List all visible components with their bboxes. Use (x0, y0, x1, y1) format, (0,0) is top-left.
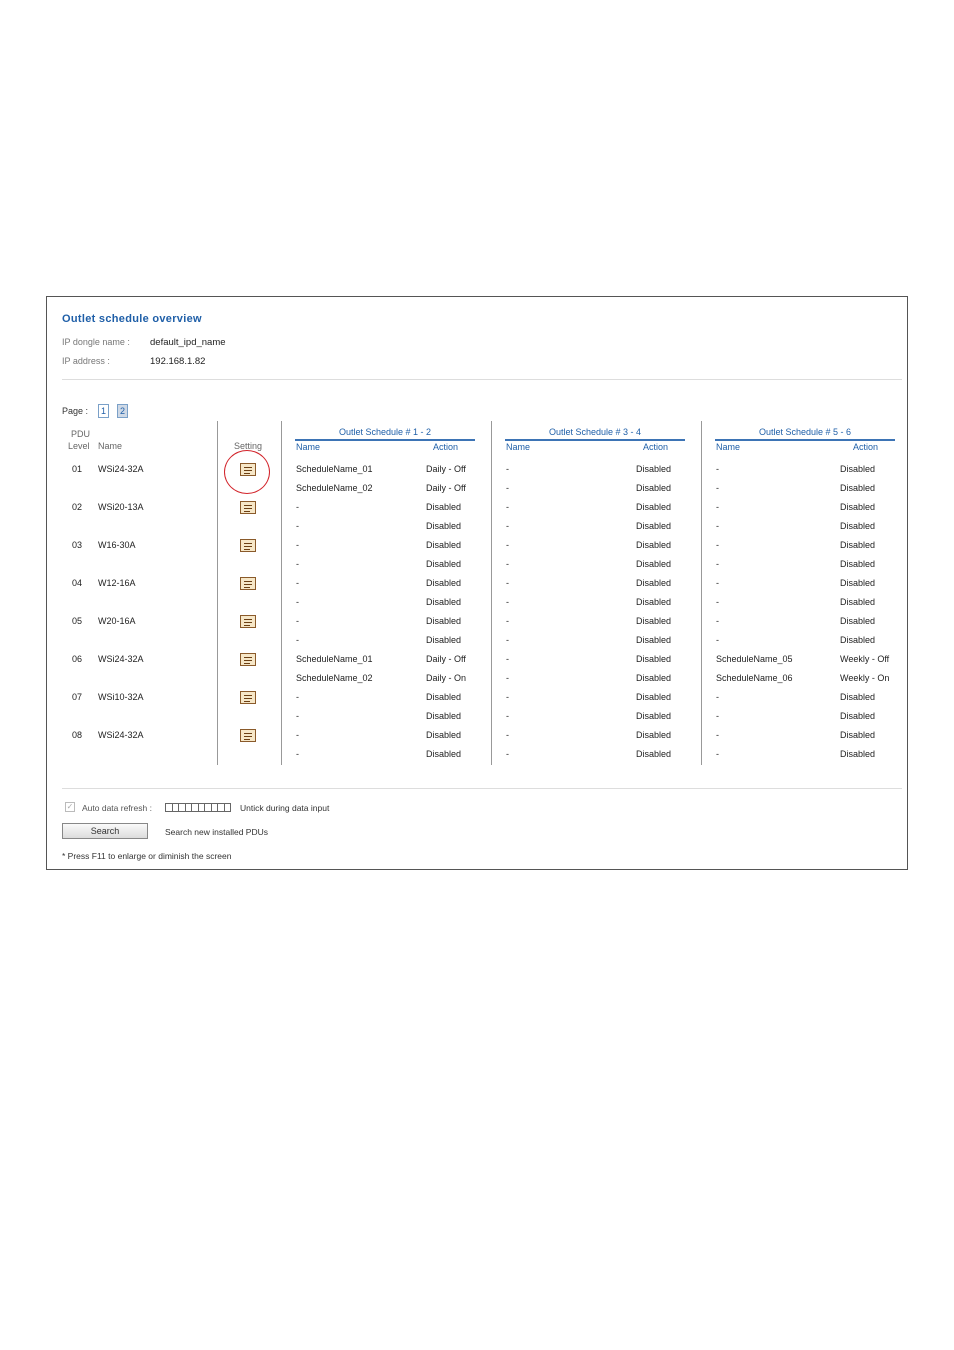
setting-icon[interactable] (240, 653, 256, 666)
pdu-level: 04 (72, 578, 83, 588)
schedule-action-cell: Disabled (840, 692, 876, 702)
schedule-action-cell: Disabled (636, 540, 672, 550)
schedule-name-cell: - (296, 730, 299, 740)
schedule-action-cell: Daily - Off (426, 464, 466, 474)
pdu-name: W16-30A (98, 540, 136, 550)
pdu-name: WSi24-32A (98, 654, 144, 664)
schedule-name-cell: - (506, 635, 509, 645)
schedule-name-cell: - (296, 540, 299, 550)
schedule-name-cell: - (716, 711, 719, 721)
schedule-name-cell: - (716, 635, 719, 645)
schedule-name-cell: - (716, 540, 719, 550)
schedule-action-cell: Disabled (426, 502, 462, 512)
schedule-action-cell: Disabled (840, 635, 876, 645)
schedule-name-cell: - (506, 559, 509, 569)
schedule-action-cell: Disabled (840, 749, 876, 759)
schedule-action-cell: Disabled (840, 730, 876, 740)
auto-refresh-label: Auto data refresh : (82, 803, 152, 813)
sub-action-header: Action (643, 442, 669, 452)
schedule-name-cell: ScheduleName_05 (716, 654, 793, 664)
schedule-name-cell: - (506, 464, 509, 474)
schedule-action-cell: Disabled (636, 635, 672, 645)
schedule-action-cell: Disabled (636, 559, 672, 569)
page-title: Outlet schedule overview (62, 313, 202, 325)
schedule-action-cell: Disabled (636, 654, 672, 664)
schedule-name-cell: - (296, 692, 299, 702)
group-header-5-6: Outlet Schedule # 5 - 6 (758, 427, 852, 437)
schedule-name-cell: - (716, 521, 719, 531)
schedule-action-cell: Disabled (636, 597, 672, 607)
setting-icon[interactable] (240, 577, 256, 590)
group-header-3-4: Outlet Schedule # 3 - 4 (548, 427, 642, 437)
schedule-name-cell: - (716, 730, 719, 740)
group-underline (505, 439, 685, 441)
schedule-name-cell: - (296, 616, 299, 626)
schedule-action-cell: Disabled (636, 749, 672, 759)
schedule-action-cell: Disabled (426, 749, 462, 759)
schedule-name-cell: - (506, 711, 509, 721)
schedule-name-cell: - (716, 483, 719, 493)
schedule-action-cell: Disabled (426, 597, 462, 607)
schedule-name-cell: - (296, 711, 299, 721)
schedule-action-cell: Disabled (840, 502, 876, 512)
pdu-name: WSi24-32A (98, 464, 144, 474)
schedule-name-cell: ScheduleName_02 (296, 483, 373, 493)
schedule-name-cell: - (506, 654, 509, 664)
auto-refresh-checkbox[interactable]: ✓ (66, 802, 74, 811)
schedule-action-cell: Disabled (426, 616, 462, 626)
sub-name-header: Name (296, 442, 321, 452)
search-note: Search new installed PDUs (165, 827, 268, 837)
pdu-header: PDU (71, 429, 91, 439)
schedule-name-cell: - (716, 559, 719, 569)
column-divider (281, 421, 282, 765)
group-underline (715, 439, 895, 441)
schedule-action-cell: Disabled (426, 540, 462, 550)
schedule-action-cell: Disabled (636, 521, 672, 531)
schedule-action-cell: Disabled (840, 616, 876, 626)
setting-icon[interactable] (240, 691, 256, 704)
schedule-name-cell: - (296, 502, 299, 512)
sub-name-header: Name (716, 442, 741, 452)
schedule-name-cell: - (296, 635, 299, 645)
schedule-action-cell: Disabled (426, 521, 462, 531)
schedule-name-cell: - (716, 464, 719, 474)
schedule-action-cell: Disabled (426, 578, 462, 588)
dongle-name-value: default_ipd_name (150, 337, 226, 348)
setting-icon[interactable] (240, 729, 256, 742)
dongle-name-label: IP dongle name : (62, 337, 130, 347)
pdu-level: 02 (72, 502, 83, 512)
f11-note: * Press F11 to enlarge or diminish the screen (62, 851, 232, 861)
schedule-name-cell: - (716, 749, 719, 759)
schedule-action-cell: Disabled (840, 578, 876, 588)
schedule-name-cell: - (296, 597, 299, 607)
sub-name-header: Name (506, 442, 531, 452)
schedule-action-cell: Disabled (840, 711, 876, 721)
group-underline (295, 439, 475, 441)
sub-action-header: Action (433, 442, 459, 452)
schedule-action-cell: Disabled (636, 730, 672, 740)
schedule-action-cell: Disabled (426, 692, 462, 702)
highlight-circle (224, 450, 270, 494)
pdu-level: 01 (72, 464, 83, 474)
schedule-name-cell: - (716, 616, 719, 626)
pdu-level: 08 (72, 730, 83, 740)
schedule-action-cell: Daily - On (426, 673, 467, 683)
schedule-name-cell: - (296, 559, 299, 569)
pdu-name: WSi10-32A (98, 692, 144, 702)
schedule-name-cell: ScheduleName_01 (296, 464, 373, 474)
setting-icon[interactable] (240, 539, 256, 552)
pdu-level: 03 (72, 540, 83, 550)
pdu-level: 06 (72, 654, 83, 664)
schedule-action-cell: Disabled (840, 483, 876, 493)
schedule-name-cell: ScheduleName_01 (296, 654, 373, 664)
schedule-action-cell: Disabled (636, 502, 672, 512)
refresh-progress (165, 803, 231, 812)
schedule-name-cell: - (506, 483, 509, 493)
schedule-action-cell: Disabled (636, 673, 672, 683)
group-header-1-2: Outlet Schedule # 1 - 2 (338, 427, 432, 437)
schedule-action-cell: Disabled (636, 692, 672, 702)
level-header: Level (68, 441, 90, 451)
setting-icon[interactable] (240, 501, 256, 514)
schedule-name-cell: - (506, 521, 509, 531)
schedule-name-cell: - (506, 749, 509, 759)
ip-address-value: 192.168.1.82 (150, 356, 206, 367)
divider (62, 788, 902, 789)
schedule-action-cell: Disabled (840, 559, 876, 569)
schedule-action-cell: Daily - Off (426, 654, 466, 664)
schedule-name-cell: - (296, 578, 299, 588)
schedule-action-cell: Disabled (840, 540, 876, 550)
schedule-action-cell: Disabled (636, 578, 672, 588)
schedule-name-cell: - (716, 578, 719, 588)
schedule-name-cell: ScheduleName_06 (716, 673, 793, 683)
column-divider (701, 421, 702, 765)
schedule-action-cell: Disabled (636, 464, 672, 474)
setting-icon[interactable] (240, 615, 256, 628)
schedule-name-cell: - (506, 692, 509, 702)
schedule-action-cell: Weekly - On (840, 673, 890, 683)
pdu-name: W12-16A (98, 578, 136, 588)
schedule-name-cell: - (716, 597, 719, 607)
column-divider (491, 421, 492, 765)
schedule-name-cell: - (506, 502, 509, 512)
column-divider (217, 421, 218, 765)
schedule-action-cell: Disabled (840, 597, 876, 607)
schedule-action-cell: Daily - Off (426, 483, 466, 493)
schedule-name-cell: ScheduleName_02 (296, 673, 373, 683)
ip-address-label: IP address : (62, 356, 110, 366)
page-button-1[interactable]: 1 (98, 404, 109, 418)
outlet-schedule-panel (46, 296, 908, 870)
schedule-name-cell: - (296, 749, 299, 759)
schedule-action-cell: Disabled (426, 711, 462, 721)
schedule-action-cell: Disabled (840, 521, 876, 531)
setting-header: Setting (234, 441, 263, 451)
sub-action-header: Action (853, 442, 879, 452)
pdu-name: WSi20-13A (98, 502, 144, 512)
schedule-name-cell: - (296, 521, 299, 531)
schedule-action-cell: Disabled (840, 464, 876, 474)
schedule-action-cell: Disabled (636, 711, 672, 721)
schedule-name-cell: - (506, 730, 509, 740)
schedule-action-cell: Disabled (426, 635, 462, 645)
pdu-level: 05 (72, 616, 83, 626)
schedule-action-cell: Disabled (636, 483, 672, 493)
schedule-name-cell: - (506, 578, 509, 588)
pdu-name: WSi24-32A (98, 730, 144, 740)
schedule-action-cell: Disabled (636, 616, 672, 626)
schedule-action-cell: Disabled (426, 559, 462, 569)
schedule-action-cell: Weekly - Off (840, 654, 890, 664)
page-button-2[interactable]: 2 (117, 404, 128, 418)
schedule-action-cell: Disabled (426, 730, 462, 740)
pdu-level: 07 (72, 692, 83, 702)
divider (62, 379, 902, 380)
pdu-name: W20-16A (98, 616, 136, 626)
schedule-name-cell: - (716, 692, 719, 702)
search-button[interactable]: Search (62, 823, 148, 839)
schedule-name-cell: - (716, 502, 719, 512)
schedule-name-cell: - (506, 540, 509, 550)
schedule-name-cell: - (506, 597, 509, 607)
name-header: Name (98, 441, 123, 451)
page-label: Page : (62, 406, 89, 416)
untick-note: Untick during data input (240, 803, 330, 813)
schedule-name-cell: - (506, 616, 509, 626)
schedule-name-cell: - (506, 673, 509, 683)
